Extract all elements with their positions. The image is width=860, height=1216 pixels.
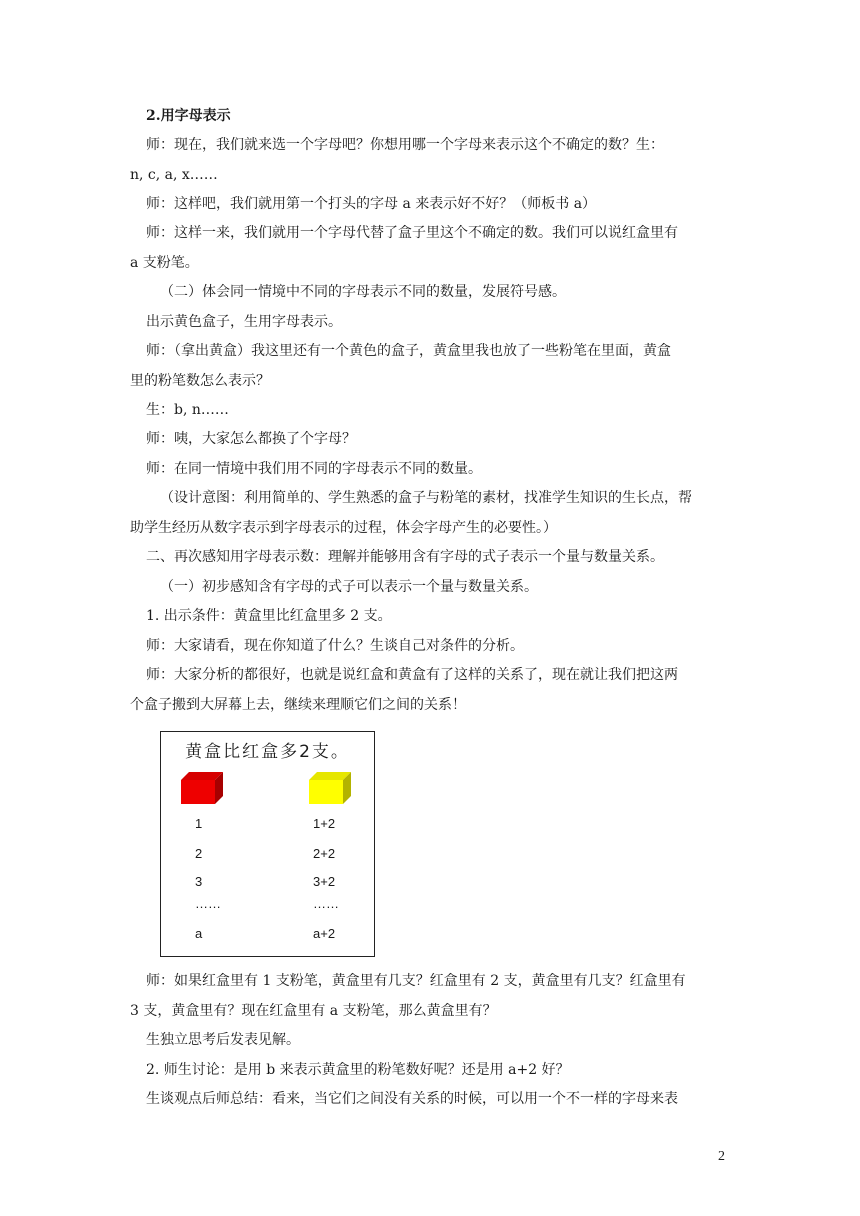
figure-title: 黄盒比红盒多2支。	[185, 742, 350, 762]
red-count-cell: a	[195, 926, 203, 941]
paragraph-line: 师：在同一情境中我们用不同的字母表示不同的数量。	[146, 461, 482, 477]
yellow-count-cell: 2+2	[313, 846, 336, 861]
subsection-heading: （一）初步感知含有字母的式子可以表示一个量与数量关系。	[160, 579, 538, 595]
paragraph-line: 师：大家分析的都很好，也就是说红盒和黄盒有了这样的关系了，现在就让我们把这两	[146, 667, 678, 683]
paragraph-line: 师：大家请看，现在你知道了什么？生谈自己对条件的分析。	[146, 638, 524, 654]
paragraph-line: 3 支，黄盒里有？现在红盒里有 a 支粉笔，那么黄盒里有？	[130, 1003, 497, 1019]
red-count-cell: ……	[195, 896, 221, 911]
paragraph-line: 生谈观点后师总结：看来，当它们之间没有关系的时候，可以用一个不一样的字母来表	[146, 1091, 678, 1107]
paragraph-line: 生独立思考后发表见解。	[146, 1032, 300, 1048]
design-intent-line: （设计意图：利用简单的、学生熟悉的盒子与粉笔的素材，找准学生知识的生长点，帮	[160, 490, 692, 506]
red-box-icon	[181, 772, 225, 804]
paragraph-line: 师：现在，我们就来选一个字母吧？你想用哪一个字母来表示这个不确定的数？生：	[146, 137, 664, 153]
paragraph-line: 生：b, n……	[146, 402, 229, 418]
paragraph-line: 师：（拿出黄盒）我这里还有一个黄色的盒子，黄盒里我也放了一些粉笔在里面，黄盒	[146, 343, 671, 359]
yellow-count-cell: 1+2	[313, 816, 336, 831]
section-heading: 二、再次感知用字母表示数：理解并能够用含有字母的式子表示一个量与数量关系。	[146, 549, 664, 565]
paragraph-line: 师：如果红盒里有 1 支粉笔，黄盒里有几支？红盒里有 2 支，黄盒里有几支？红盒里有	[146, 973, 686, 989]
paragraph-line: 出示黄色盒子，生用字母表示。	[146, 314, 342, 330]
box-comparison-figure	[160, 731, 375, 957]
subsection-heading: （二）体会同一情境中不同的字母表示不同的数量，发展符号感。	[160, 284, 566, 300]
red-count-cell: 2	[195, 846, 203, 861]
red-count-cell: 3	[195, 874, 203, 889]
yellow-count-cell: ……	[313, 896, 339, 911]
yellow-count-cell: 3+2	[313, 874, 336, 889]
design-intent-line: 助学生经历从数字表示到字母表示的过程，体会字母产生的必要性。）	[130, 520, 557, 536]
paragraph-line: 里的粉笔数怎么表示？	[130, 373, 270, 389]
red-count-cell: 1	[195, 816, 203, 831]
paragraph-line: 2. 师生讨论：是用 b 来表示黄盒里的粉笔数好呢？还是用 a+2 好？	[146, 1062, 570, 1078]
page-number: 2	[718, 1149, 725, 1164]
paragraph-line: 师：咦，大家怎么都换了个字母？	[146, 431, 356, 447]
section-heading: 2.用字母表示	[146, 108, 231, 124]
paragraph-line: 1. 出示条件：黄盒里比红盒里多 2 支。	[146, 608, 392, 624]
paragraph-line: a 支粉笔。	[130, 255, 199, 271]
yellow-count-cell: a+2	[313, 926, 336, 941]
paragraph-line: 师：这样吧，我们就用第一个打头的字母 a 来表示好不好？（师板书 a）	[146, 196, 597, 212]
paragraph-line: 师：这样一来，我们就用一个字母代替了盒子里这个不确定的数。我们可以说红盒里有	[146, 225, 678, 241]
yellow-box-icon	[309, 772, 353, 804]
paragraph-line: n, c, a, x……	[130, 167, 218, 183]
paragraph-line: 个盒子搬到大屏幕上去，继续来理顺它们之间的关系！	[130, 697, 466, 713]
